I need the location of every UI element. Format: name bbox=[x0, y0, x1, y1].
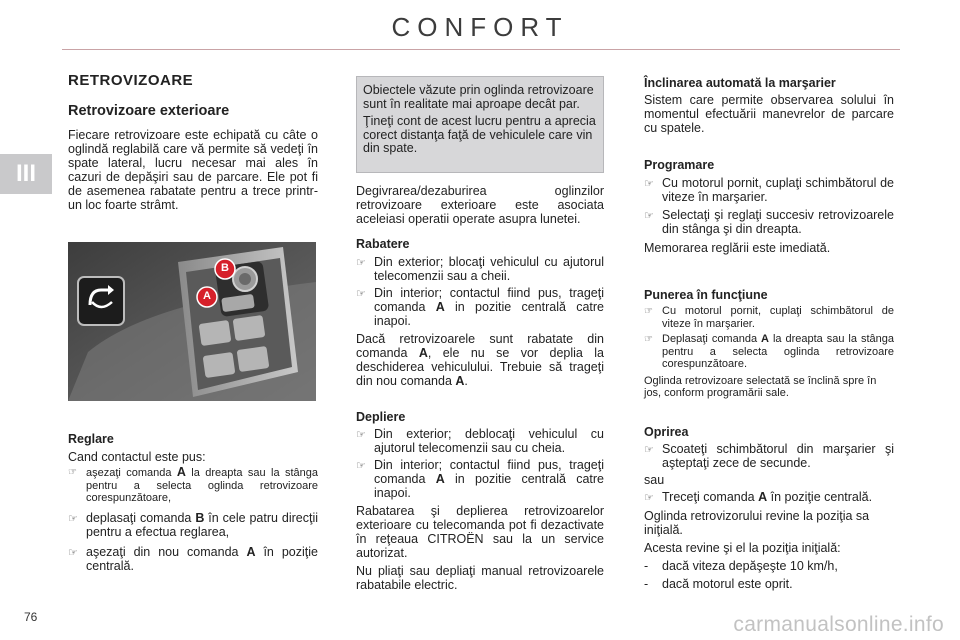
list-item: ☞ Deplasaţi comanda A la dreapta sau la stânga pentru a selecta oglinda retrovizoare corespunzătoare. bbox=[644, 333, 894, 370]
list-item: ☞ deplasaţi comanda B în cele patru direcţii pentru a efectua reglarea, bbox=[68, 510, 319, 539]
programare-list bbox=[644, 176, 894, 255]
list-item: ☞ Treceţi comanda A în poziţie centrală. bbox=[644, 490, 873, 504]
reglare-list bbox=[68, 466, 318, 573]
watermark: carmanualsonline.info bbox=[733, 613, 944, 636]
bullet-icon: ☞ bbox=[68, 512, 78, 525]
list-item: ☞ Din interior; contactul fiind pus, trageţi comanda A in pozitie centrală catre inapoi. bbox=[356, 458, 605, 500]
bullet-icon: ☞ bbox=[644, 492, 654, 504]
defrost-text: Degivrarea/dezaburirea oglinzilor retrovizoare exterioare este asociata aceleiasi operatii operate asupra lunetei. bbox=[356, 184, 604, 226]
punerea-list bbox=[644, 305, 894, 400]
door-panel-illustration bbox=[68, 242, 316, 401]
list-item: ☞ Cu motorul pornit, cuplaţi schimbătorul de viteze în marşarier. bbox=[644, 305, 894, 330]
punerea-note: Oglinda retrovizoare selectată se înclină spre în jos, conform programării sale. bbox=[644, 374, 877, 399]
list-item: - dacă viteza depăşeşte 10 km/h, bbox=[644, 559, 838, 573]
rabatere-list bbox=[356, 255, 604, 388]
oprirea-or: sau bbox=[644, 473, 665, 487]
door-controls-photo bbox=[68, 242, 316, 401]
page-title: CONFORT bbox=[391, 12, 569, 42]
bullet-icon: ☞ bbox=[356, 257, 366, 269]
oprirea-p1: Oglinda retrovizorului revine la poziţia sa iniţială. bbox=[644, 509, 870, 537]
section-title: RETROVIZOARE bbox=[68, 72, 194, 89]
tilt-heading: Înclinarea automată la marşarier bbox=[644, 76, 836, 90]
page-number: 76 bbox=[24, 610, 38, 624]
bullet-icon: ☞ bbox=[356, 460, 366, 472]
bullet-icon: ☞ bbox=[68, 467, 77, 478]
punerea-heading: Punerea în funcţiune bbox=[644, 288, 768, 302]
bullet-icon: ☞ bbox=[356, 288, 366, 300]
rabatere-heading: Rabatere bbox=[356, 237, 410, 251]
tilt-text: Sistem care permite observarea solului în momentul efectuării manevrelor de parcare cu spatele. bbox=[644, 93, 894, 135]
bullet-icon: ☞ bbox=[68, 546, 78, 559]
programare-note: Memorarea reglării este imediată. bbox=[644, 241, 831, 255]
bullet-icon: ☞ bbox=[644, 178, 654, 190]
label-b: B bbox=[221, 262, 229, 274]
oprirea-p2: Acesta revine şi el la poziţia iniţială: bbox=[644, 541, 841, 555]
warning-notice bbox=[356, 76, 604, 173]
chapter-tab: III bbox=[0, 154, 52, 194]
reglare-lead: Cand contactul este pus: bbox=[68, 450, 206, 464]
bullet-icon: ☞ bbox=[644, 444, 654, 456]
list-item: ☞ Scoateţi schimbătorul din marşarier şi aşteptaţi zece de secunde. bbox=[644, 442, 894, 470]
list-item: ☞ Din interior; contactul fiind pus, trageţi comanda A in pozitie centrală catre inapoi. bbox=[356, 286, 605, 328]
depliere-heading: Depliere bbox=[356, 410, 406, 424]
oprirea-heading: Oprirea bbox=[644, 425, 689, 439]
label-a: A bbox=[203, 290, 211, 302]
subsection-title: Retrovizoare exterioare bbox=[68, 103, 230, 119]
mirror-intro: Fiecare retrovizoare este echipată cu câte o oglindă reglabilă care vă permite să vedeţi în spate lateral, lucru necesar mai ales în cazuri de depăşiri sau de parcare. Ele pot fi de asemenea rabatate pentru a trece printr-un loc foarte strâmt. bbox=[68, 128, 318, 212]
list-item: ☞ aşezaţi comanda A la dreapta sau la stânga pentru a selecta oglinda retrovizoare corespunzătoare, bbox=[68, 465, 318, 504]
programare-heading: Programare bbox=[644, 158, 715, 172]
list-item: ☞ Selectaţi şi reglaţi succesiv retrovizoarele din stânga şi din dreapta. bbox=[644, 208, 894, 236]
oprirea-list bbox=[644, 442, 894, 591]
list-item: - dacă motorul este oprit. bbox=[644, 577, 793, 591]
header-rule bbox=[62, 49, 900, 50]
notice-p2: Ţineţi cont de acest lucru pentru a aprecia corect distanţa faţă de vehiculele care vin din spate. bbox=[363, 114, 596, 155]
bullet-icon: ☞ bbox=[644, 210, 654, 222]
reglare-heading: Reglare bbox=[68, 432, 114, 446]
list-item: ☞ aşezaţi din nou comanda A în poziţie centrală. bbox=[68, 544, 318, 573]
rabatere-note: Dacă retrovizoarele sunt rabatate din comanda A, ele nu se vor deplia la deschiderea vehiculului. Trebuie să trageţi din nou comanda A. bbox=[356, 332, 604, 388]
bullet-icon: ☞ bbox=[356, 429, 366, 441]
bullet-icon: ☞ bbox=[644, 306, 653, 317]
list-item: ☞ Cu motorul pornit, cuplaţi schimbătorul de viteze în marşarier. bbox=[644, 176, 894, 204]
depliere-p1: Rabatarea şi deplierea retrovizoarelor exterioare cu telecomanda pot fi dezactivate în reţeaua CITROËN sau la un service autorizat. bbox=[356, 504, 604, 560]
list-item: ☞ Din exterior; deblocaţi vehiculul cu ajutorul telecomenzii sau cu cheia. bbox=[356, 427, 604, 455]
notice-p1: Obiectele văzute prin oglinda retrovizoare sunt în realitate mai aproape decât par. bbox=[363, 83, 594, 111]
depliere-p2: Nu pliaţi sau depliaţi manual retrovizoarele rabatabile electric. bbox=[356, 564, 604, 592]
depliere-list bbox=[356, 427, 604, 592]
list-item: ☞ Din exterior; blocaţi vehiculul cu ajutorul telecomenzii sau a cheii. bbox=[356, 255, 604, 283]
bullet-icon: ☞ bbox=[644, 334, 653, 345]
